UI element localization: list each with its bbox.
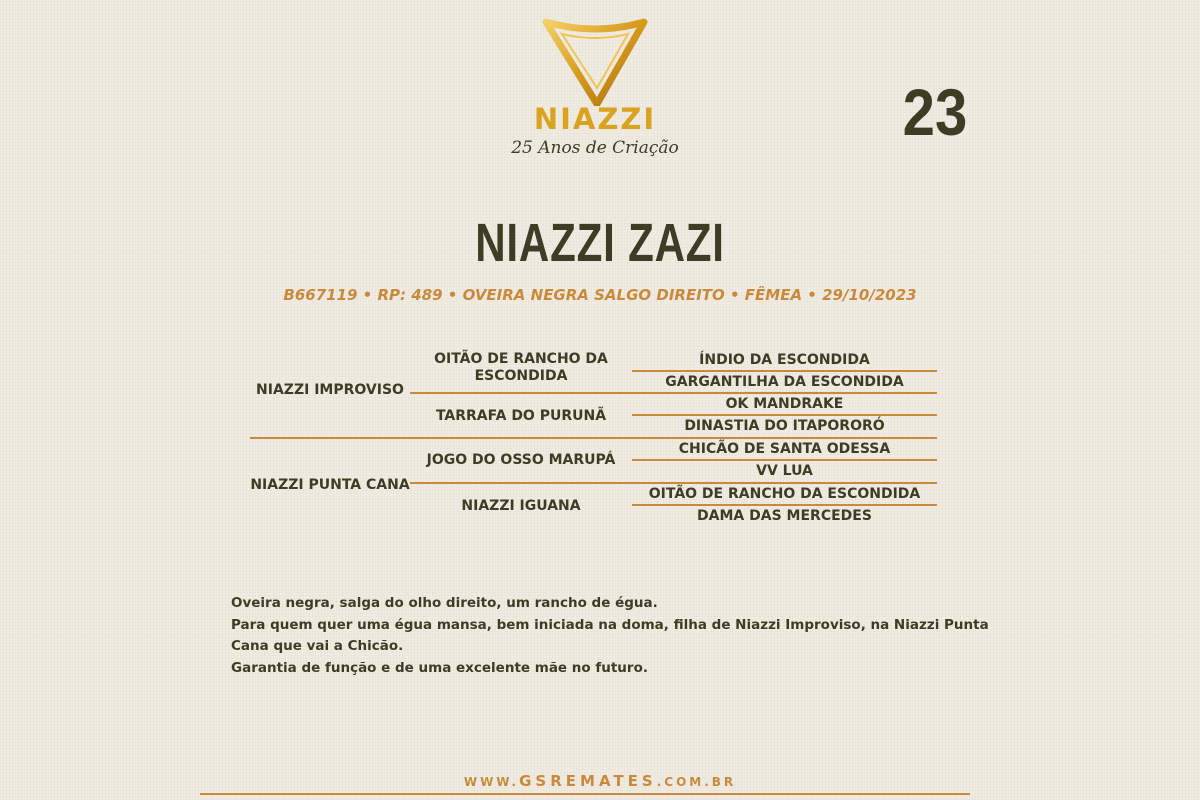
- pedigree-dam: NIAZZI PUNTA CANA: [250, 476, 410, 493]
- inverted-triangle-icon: [540, 16, 650, 106]
- pedigree-sire: NIAZZI IMPROVISO: [256, 381, 404, 398]
- pedigree-divider: [250, 437, 937, 439]
- website-domain: GSREMATES: [519, 772, 657, 790]
- description-line: Garantia de função e de uma excelente mãe no futuro.: [231, 659, 648, 676]
- pedigree-divider: [632, 414, 937, 416]
- pedigree-dam-sire: JOGO DO OSSO MARUPÁ: [426, 451, 616, 468]
- pedigree-ancestor: ÍNDIO DA ESCONDIDA: [699, 351, 870, 368]
- logo-brand: NIAZZI: [533, 102, 657, 136]
- pedigree-ancestor: OK MANDRAKE: [725, 395, 844, 412]
- pedigree-divider: [632, 459, 937, 461]
- footer-divider: [200, 793, 970, 795]
- pedigree-ancestor: DAMA DAS MERCEDES: [697, 507, 872, 524]
- pedigree-ancestor: OITÃO DE RANCHO DA ESCONDIDA: [648, 485, 921, 502]
- lot-number: 23: [902, 75, 968, 149]
- pedigree-divider: [410, 392, 937, 394]
- website-suffix: .COM.BR: [656, 775, 737, 789]
- pedigree-sire-sire: OITÃO DE RANCHO DA ESCONDIDA: [434, 351, 608, 384]
- description-line: Oveira negra, salga do olho direito, um rancho de égua.: [231, 595, 658, 611]
- logo-tagline: 25 Anos de Criação: [511, 138, 679, 158]
- horse-details: B667119 • RP: 489 • OVEIRA NEGRA SALGO DIREITO • FÊMEA • 29/10/2023: [283, 286, 917, 304]
- pedigree-divider: [632, 370, 937, 372]
- pedigree-ancestor: VV LUA: [756, 462, 813, 479]
- website-prefix: WWW.: [463, 775, 520, 789]
- niazzi-logo: [500, 10, 690, 160]
- description-line: Para quem quer uma égua mansa, bem iniciada na doma, filha de Niazzi Improviso, na Niazzi Punta Cana que vai a Chicão.: [231, 616, 989, 654]
- pedigree-divider: [410, 482, 937, 484]
- website-link[interactable]: [0, 772, 1200, 790]
- pedigree-dam-dam: NIAZZI IGUANA: [461, 497, 581, 514]
- horse-description: [231, 593, 991, 679]
- pedigree-sire-dam: TARRAFA DO PURUNÃ: [435, 407, 607, 424]
- pedigree-ancestor: CHICÃO DE SANTA ODESSA: [678, 440, 891, 457]
- pedigree-divider: [632, 504, 937, 506]
- pedigree-ancestor: DINASTIA DO ITAPORORÓ: [684, 417, 885, 434]
- horse-name: NIAZZI ZAZI: [475, 213, 725, 273]
- pedigree-ancestor: GARGANTILHA DA ESCONDIDA: [665, 373, 904, 390]
